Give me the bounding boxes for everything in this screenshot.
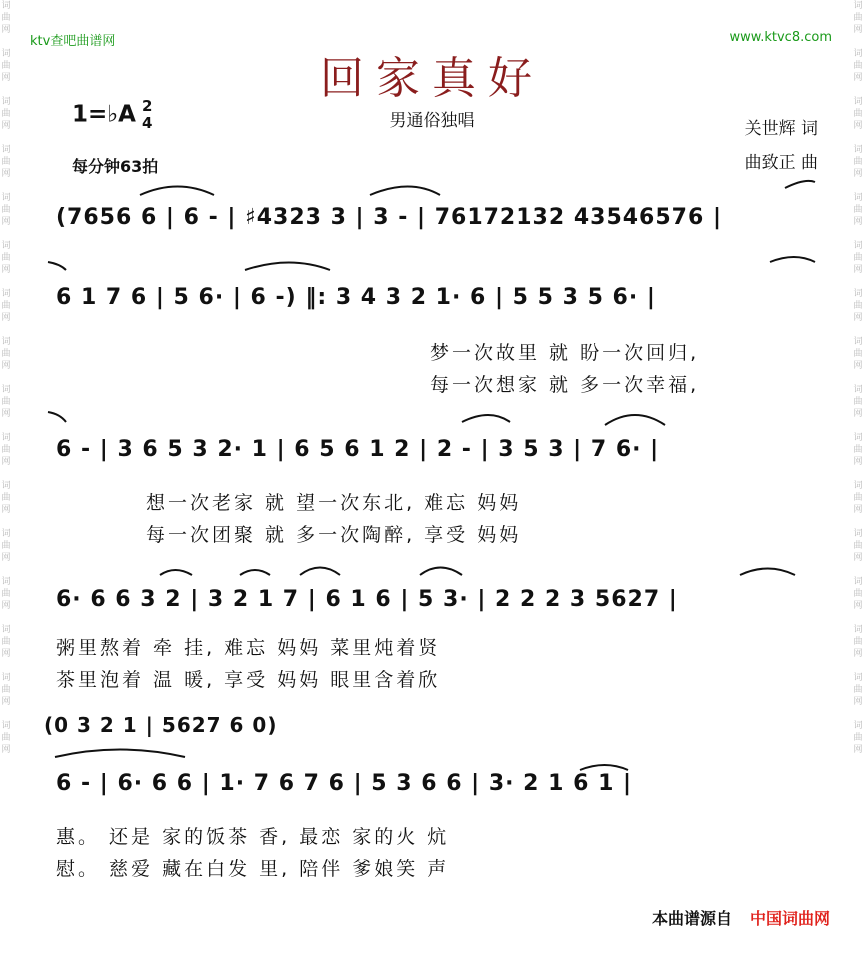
performance-type: 男通俗独唱 bbox=[389, 111, 475, 131]
lyric-line-1: 梦一次故里 就 盼一次回归, bbox=[430, 342, 700, 364]
key-text: 1=♭A bbox=[72, 101, 136, 128]
lyric-line-6: 茶里泡着 温 暖, 享受 妈妈 眼里含着欣 bbox=[56, 669, 441, 691]
lyricist-credit: 关世辉 词 bbox=[744, 119, 818, 139]
slur bbox=[370, 187, 440, 196]
slur bbox=[785, 181, 815, 188]
score-line-4: 6· 6 6 3 2 | 3 2 1 7 | 6 1 6 | 5 3· | 2 2 2 3 5627 | bbox=[56, 587, 678, 612]
score-line-5: (0 3 2 1 | 5627 6 0) bbox=[44, 713, 278, 737]
slur bbox=[580, 765, 628, 770]
slur bbox=[160, 570, 192, 575]
source-brand-link[interactable]: 中国词曲网 bbox=[749, 909, 830, 928]
side-watermark-right: 词曲网 词曲网 词曲网 词曲网 词曲网 词曲网 词曲网 词曲网 词曲网 词曲网 词曲网 词曲网 词曲网 词曲网 词曲网 词曲网 bbox=[853, 1, 863, 755]
slur bbox=[245, 263, 330, 271]
site-url-right[interactable]: www.ktvc8.com bbox=[729, 30, 832, 45]
score-line-1: (7656 6 | 6 - | ♯4323 3 | 3 - | 76172132 43546576 | bbox=[56, 205, 722, 230]
lyric-line-4: 每一次团聚 就 多一次陶醉, 享受 妈妈 bbox=[146, 524, 522, 546]
side-watermark-left: 词曲网 词曲网 词曲网 词曲网 词曲网 词曲网 词曲网 词曲网 词曲网 词曲网 词曲网 词曲网 词曲网 词曲网 词曲网 词曲网 bbox=[1, 1, 11, 755]
song-title: 回家真好 bbox=[320, 53, 544, 104]
slur bbox=[48, 262, 66, 270]
slur bbox=[140, 187, 214, 196]
composer-credit: 曲致正 曲 bbox=[744, 153, 818, 173]
lyric-line-5: 粥里熬着 牵 挂, 难忘 妈妈 菜里炖着贤 bbox=[56, 637, 441, 659]
slur bbox=[770, 257, 815, 262]
time-beats: 2 bbox=[141, 97, 153, 115]
slur bbox=[48, 412, 66, 422]
slur bbox=[740, 569, 795, 576]
source-label: 本曲谱源自 bbox=[651, 909, 732, 928]
lyric-line-2: 每一次想家 就 多一次幸福, bbox=[430, 374, 700, 396]
score-line-3: 6 - | 3 6 5 3 2· 1 | 6 5 6 1 2 | 2 - | 3 5 3 | 7 6· | bbox=[56, 437, 660, 462]
lyric-line-8: 慰。 慈爱 藏在白发 里, 陪伴 爹娘笑 声 bbox=[56, 858, 450, 880]
score-line-2: 6 1 7 6 | 5 6· | 6 -) ‖: 3 4 3 2 1· 6 | 5 5 3 5 6· | bbox=[56, 285, 656, 310]
time-unit: 4 bbox=[141, 114, 153, 132]
slur bbox=[420, 568, 462, 576]
score-line-6: 6 - | 6· 6 6 | 1· 7 6 7 6 | 5 3 6 6 | 3· 2 1 6 1 | bbox=[56, 771, 633, 796]
slur bbox=[55, 750, 185, 758]
tempo-marking: 每分钟63拍 bbox=[72, 157, 159, 176]
slur bbox=[300, 568, 340, 576]
slur bbox=[462, 415, 510, 422]
slur bbox=[605, 415, 665, 425]
slur bbox=[240, 570, 270, 575]
lyric-line-3: 想一次老家 就 望一次东北, 难忘 妈妈 bbox=[146, 492, 522, 514]
site-name-left[interactable]: ktv查吧曲谱网 bbox=[30, 34, 116, 49]
lyric-line-7: 惠。 还是 家的饭茶 香, 最恋 家的火 炕 bbox=[56, 826, 450, 848]
